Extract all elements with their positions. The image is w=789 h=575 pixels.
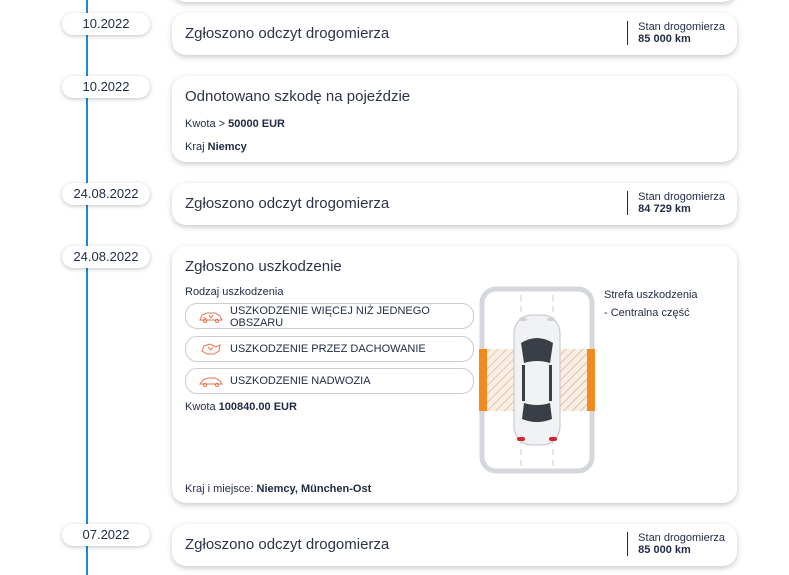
place-value: Niemcy, München-Ost — [256, 483, 372, 495]
country-label: Kraj — [185, 141, 205, 153]
place-line — [185, 483, 371, 495]
place-label: Kraj i miejsce: — [185, 483, 254, 495]
damage-report-card — [172, 246, 737, 503]
amount-label: Kwota — [185, 401, 216, 413]
entry-date: 24.08.2022 — [62, 246, 150, 268]
damage-type-label: Rodzaj uszkodzenia — [185, 286, 284, 298]
damage-type-text: USZKODZENIE WIĘCEJ NIŻ JEDNEGO OBSZARU — [230, 305, 430, 329]
odometer-card — [172, 13, 737, 55]
odometer-reading — [627, 191, 725, 215]
entry-date: 07.2022 — [62, 524, 150, 546]
odometer-label: Stan drogomierza — [638, 532, 725, 544]
entry-title: Zgłoszono odczyt drogomierza — [185, 536, 390, 553]
amount-line — [185, 401, 297, 413]
country-line — [185, 141, 247, 153]
odometer-value: 84 729 km — [638, 203, 691, 215]
amount-line — [185, 118, 285, 130]
entry-title: Zgłoszono odczyt drogomierza — [185, 25, 390, 42]
damage-type-text: USZKODZENIE NADWOZIA — [230, 375, 371, 387]
country-value: Niemcy — [207, 141, 247, 153]
previous-card-partial — [172, 0, 737, 2]
damage-zone-value: - Centralna część — [604, 307, 690, 319]
entry-date: 10.2022 — [62, 76, 150, 98]
damage-type-pill — [185, 303, 474, 329]
odometer-card — [172, 183, 737, 225]
odometer-label: Stan drogomierza — [638, 191, 725, 203]
rollover-icon — [198, 342, 224, 356]
entry-date: 24.08.2022 — [62, 183, 150, 205]
amount-value: 100840.00 EUR — [218, 401, 297, 413]
odometer-reading — [627, 532, 725, 556]
entry-date: 10.2022 — [62, 13, 150, 35]
car-body-icon — [198, 374, 224, 388]
odometer-value: 85 000 km — [638, 33, 691, 45]
odometer-reading — [627, 21, 725, 45]
odometer-card — [172, 524, 737, 566]
damage-type-pill — [185, 368, 474, 394]
car-top-view-icon — [514, 315, 560, 445]
damage-type-pill — [185, 336, 474, 362]
entry-title: Zgłoszono uszkodzenie — [185, 258, 342, 275]
amount-value: 50000 EUR — [228, 118, 285, 130]
amount-label: Kwota > — [185, 118, 226, 130]
damage-type-text: USZKODZENIE PRZEZ DACHOWANIE — [230, 343, 426, 355]
damage-zone-label: Strefa uszkodzenia — [604, 289, 698, 301]
multi-car-damage-icon — [198, 309, 224, 323]
odometer-value: 85 000 km — [638, 544, 691, 556]
odometer-label: Stan drogomierza — [638, 21, 725, 33]
entry-title: Odnotowano szkodę na pojeździe — [185, 88, 411, 105]
damage-record-card — [172, 76, 737, 162]
damage-zone-diagram — [477, 285, 597, 475]
entry-title: Zgłoszono odczyt drogomierza — [185, 195, 390, 212]
